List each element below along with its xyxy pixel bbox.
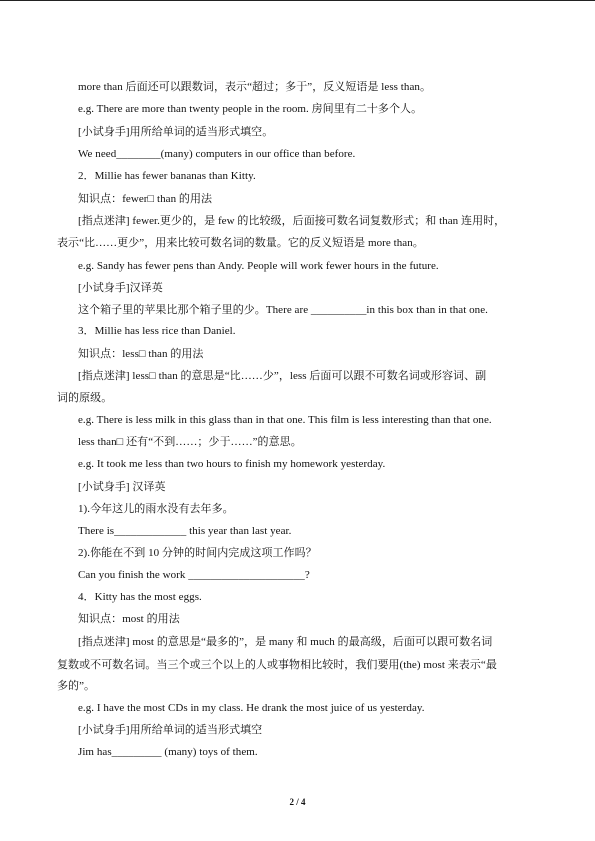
explanation-line: 复数或不可数名词。当三个或三个以上的人或事物相比较时，我们要用(the) most 来表示“最 [57,659,497,671]
explanation-line: [指点迷津] fewer.更少的，是 few 的比较级，后面接可数名词复数形式；和 than 连用时， [78,215,506,227]
exercise-heading: [小试身手] 汉译英 [78,481,166,493]
exercise-heading: [小试身手]汉译英 [78,282,163,294]
section-heading: 4．Kitty has the most eggs. [78,591,202,603]
example-line: e.g. There is less milk in this glass than in that one. This film is less interesting than that one. [78,414,492,426]
example-line: e.g. I have the most CDs in my class. He drank the most juice of us yesterday. [78,702,425,714]
exercise-line: Can you finish the work _____________________? [78,569,310,581]
explanation-line: 表示“比……更少”，用来比较可数名词的数量。它的反义短语是 more than。 [57,237,424,249]
example-line: e.g. It took me less than two hours to finish my homework yesterday. [78,458,386,470]
exercise-line: We need________(many) computers in our office than before. [78,148,356,160]
section-heading: 2．Millie has fewer bananas than Kitty. [78,170,256,182]
explanation-line: 多的”。 [57,680,96,692]
knowledge-point: 知识点：less□ than 的用法 [78,348,204,360]
exercise-heading: [小试身手]用所给单词的适当形式填空 [78,724,263,736]
knowledge-point: 知识点：most 的用法 [78,613,180,625]
explanation-line: [指点迷津] most 的意思是“最多的”，是 many 和 much 的最高级，后面可以跟可数名词 [78,636,493,648]
explanation-line: 词的原级。 [57,392,113,404]
example-line: e.g. Sandy has fewer pens than Andy. People will work fewer hours in the future. [78,260,439,272]
section-heading: 3．Millie has less rice than Daniel. [78,325,236,337]
exercise-heading: [小试身手]用所给单词的适当形式填空。 [78,126,274,138]
explanation-line: [指点迷津] less□ than 的意思是“比……少”，less 后面可以跟不可数名词或形容词、副 [78,370,487,382]
exercise-line: 2).你能在不到 10 分钟的时间内完成这项工作吗？ [78,547,317,559]
exercise-line: 这个箱子里的苹果比那个箱子里的少。There are __________in this box than in that one. [78,304,488,316]
knowledge-point: 知识点：fewer□ than 的用法 [78,193,213,205]
exercise-line: 1).今年这儿的雨水没有去年多。 [78,503,234,515]
example-line: e.g. There are more than twenty people in the room. 房间里有二十多个人。 [78,103,423,115]
page-number: 2 / 4 [289,797,306,807]
text-line: less than□ 还有“不到……；少于……”的意思。 [78,436,302,448]
text-line: more than 后面还可以跟数词，表示“超过；多于”，反义短语是 less than。 [78,81,431,93]
exercise-line: There is_____________ this year than last year. [78,525,292,537]
exercise-line: Jim has_________ (many) toys of them. [78,746,258,758]
